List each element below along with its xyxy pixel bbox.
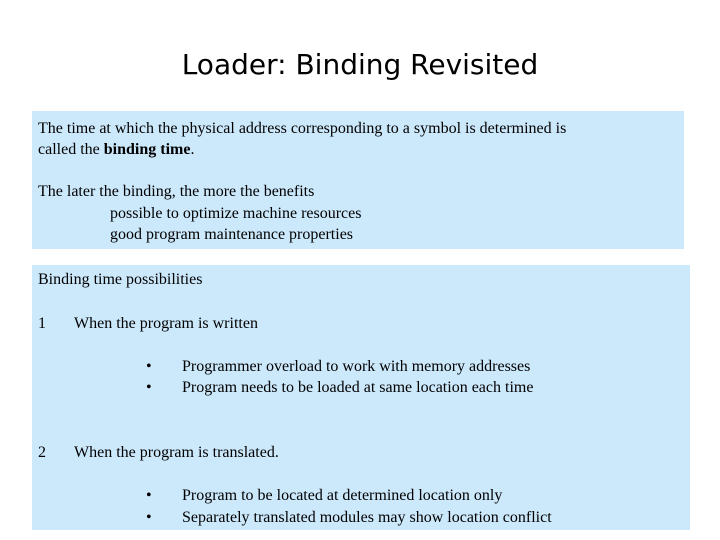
item-number: 1 (38, 315, 46, 332)
definition-text: called the (38, 141, 104, 158)
bullet-icon: • (146, 509, 152, 526)
bullet-icon: • (146, 487, 152, 504)
item-label: When the program is translated. (74, 444, 279, 461)
benefit-item: good program maintenance properties (110, 226, 354, 243)
definition-box (32, 111, 684, 249)
benefit-item: possible to optimize machine resources (110, 205, 362, 222)
bullet-item: Programmer overload to work with memory addresses (182, 358, 531, 375)
bullet-item: Program to be located at determined location only (182, 487, 503, 504)
definition-text-line (38, 139, 194, 160)
possibilities-box (32, 265, 690, 530)
bullet-item: Separately translated modules may show location conflict (182, 509, 552, 526)
bullet-icon: • (146, 379, 152, 396)
item-label: When the program is written (74, 315, 258, 332)
binding-time-term: binding time (103, 141, 191, 158)
benefits-intro: The later the binding, the more the benefits (38, 183, 315, 200)
slide-title: Loader: Binding Revisited (181, 48, 539, 81)
possibilities-heading: Binding time possibilities (38, 271, 203, 288)
item-number: 2 (38, 444, 46, 461)
bullet-icon: • (146, 358, 152, 375)
definition-period: . (190, 141, 195, 158)
bullet-item: Program needs to be loaded at same location each time (182, 379, 534, 396)
definition-text-line: The time at which the physical address corresponding to a symbol is determined is (38, 120, 567, 137)
